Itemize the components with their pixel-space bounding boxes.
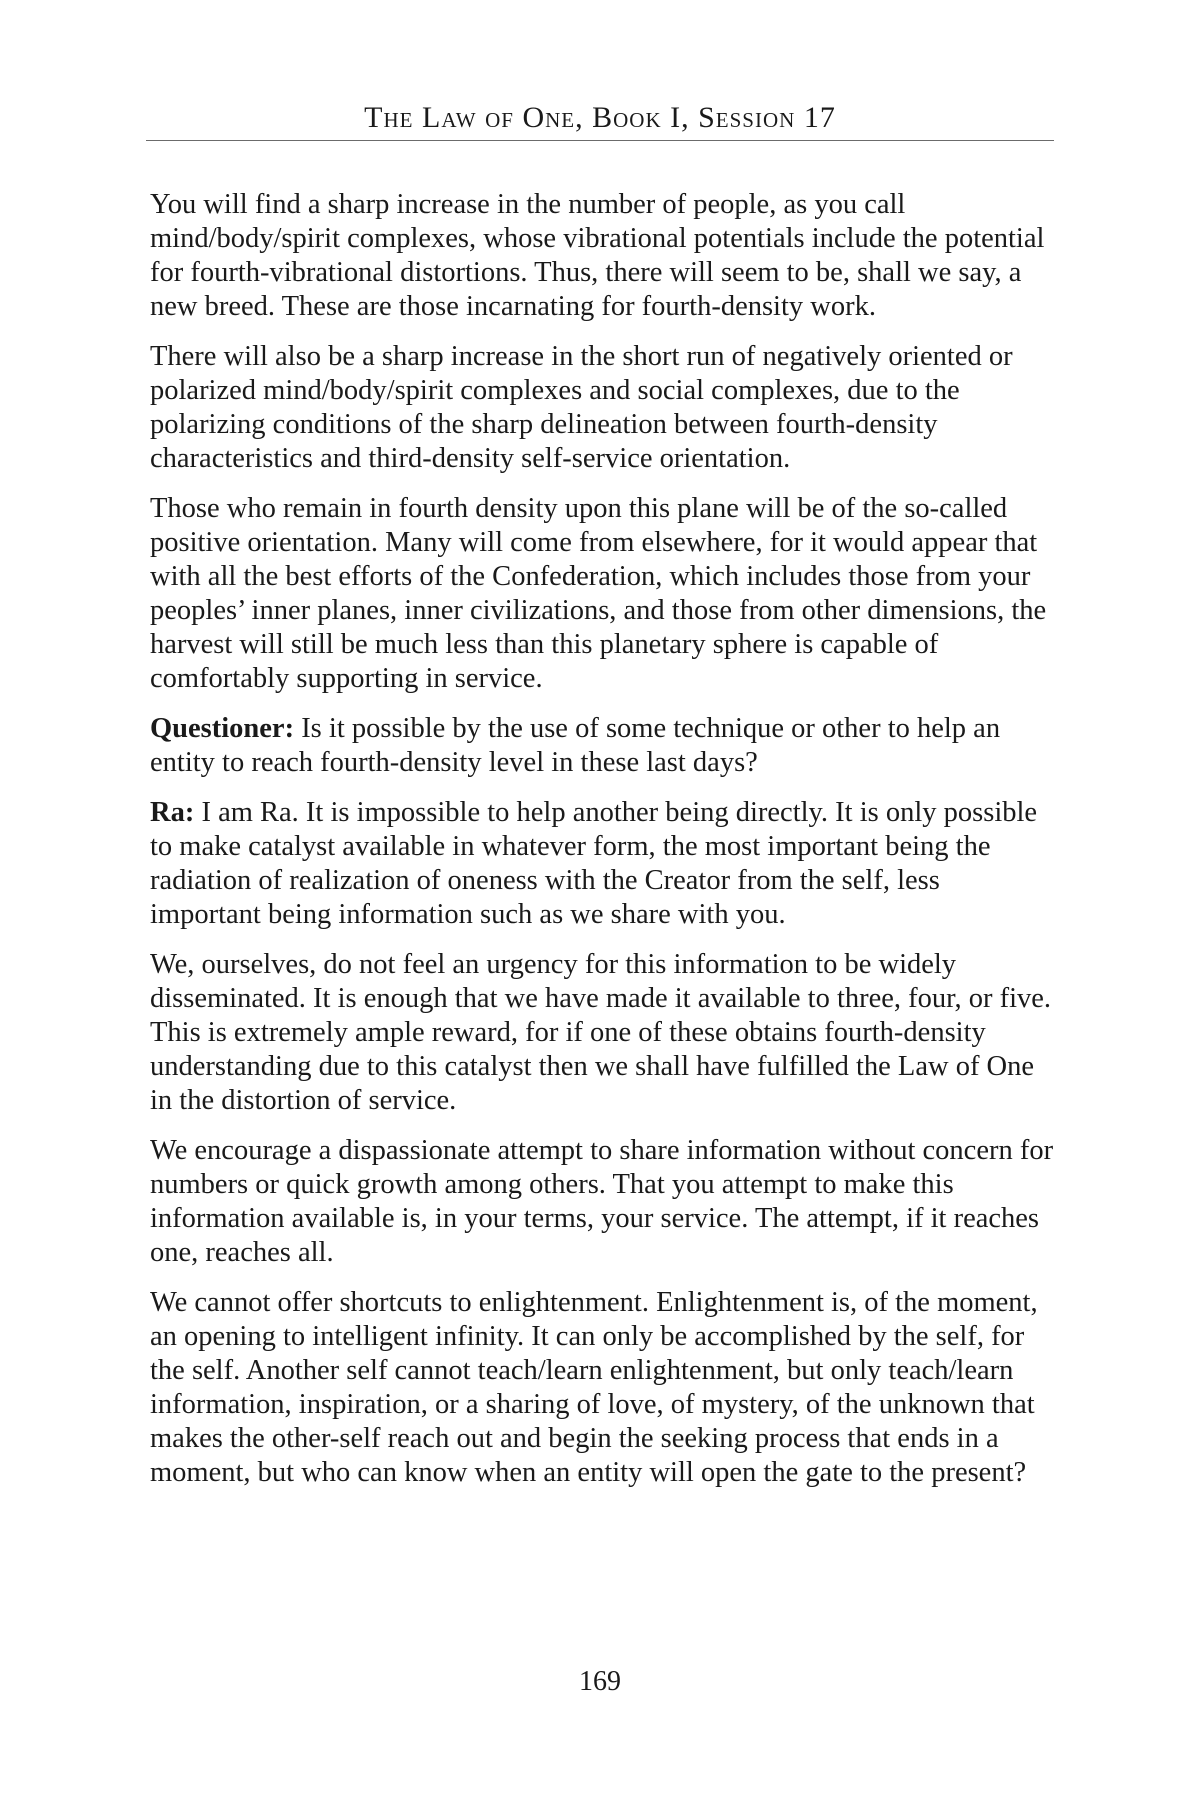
question-text: Is it possible by the use of some technique or other to help an entity to reach fourth-density level in these last days? — [150, 713, 1001, 778]
speaker-label-ra: Ra: — [150, 797, 195, 828]
paragraph: You will find a sharp increase in the number of people, as you call mind/body/spirit complexes, whose vibrational potentials include the potential for fourth-vibrational distortions. Thus, there will seem to be, shall we say, a new breed. These are those incarnating for fourth-density work. — [150, 189, 1045, 322]
ra-paragraph — [150, 796, 1055, 932]
body-text — [150, 188, 1055, 1506]
page-number: 169 — [579, 1666, 621, 1697]
speaker-label-questioner: Questioner: — [150, 713, 295, 744]
paragraph: We encourage a dispassionate attempt to share information without concern for numbers or quick growth among others. That you attempt to make this information available is, in your terms, your service. The attempt, if it reaches one, reaches all. — [150, 1135, 1054, 1268]
paragraph: Those who remain in fourth density upon this plane will be of the so-called positive orientation. Many will come from elsewhere, for it would appear that with all the best efforts of the Confederation, which includes those from your peoples’ inner planes, inner civilizations, and those from other dimensions, the harvest will still be much less than this planetary sphere is capable of comfortably supporting in service. — [150, 493, 1047, 694]
paragraph: We, ourselves, do not feel an urgency for this information to be widely disseminated. It is enough that we have made it available to three, four, or five. This is extremely ample reward, for if one of these obtains fourth-density understanding due to this catalyst then we shall have fulfilled the Law of One in the distortion of service. — [150, 949, 1052, 1116]
paragraph: There will also be a sharp increase in the short run of negatively oriented or polarized mind/body/spirit complexes and social complexes, due to the polarizing conditions of the sharp delineation between fourth-density characteristics and third-density self-service orientation. — [150, 341, 1013, 474]
paragraph: We cannot offer shortcuts to enlightenment. Enlightenment is, of the moment, an opening to intelligent infinity. It can only be accomplished by the self, for the self. Another self cannot teach/learn enlightenment, but only teach/learn information, inspiration, or a sharing of love, of mystery, of the unknown that makes the other-self reach out and begin the seeking process that ends in a moment, but who can know when an entity will open the gate to the present? — [150, 1287, 1038, 1488]
running-header-title: The Law of One, Book I, Session 17 — [364, 101, 836, 134]
header-rule — [146, 140, 1054, 141]
questioner-paragraph — [150, 712, 1055, 780]
answer-text: I am Ra. It is impossible to help another being directly. It is only possible to make catalyst available in whatever form, the most important being the radiation of realization of oneness with the Creator from the self, less important being information such as we share with you. — [150, 797, 1038, 930]
